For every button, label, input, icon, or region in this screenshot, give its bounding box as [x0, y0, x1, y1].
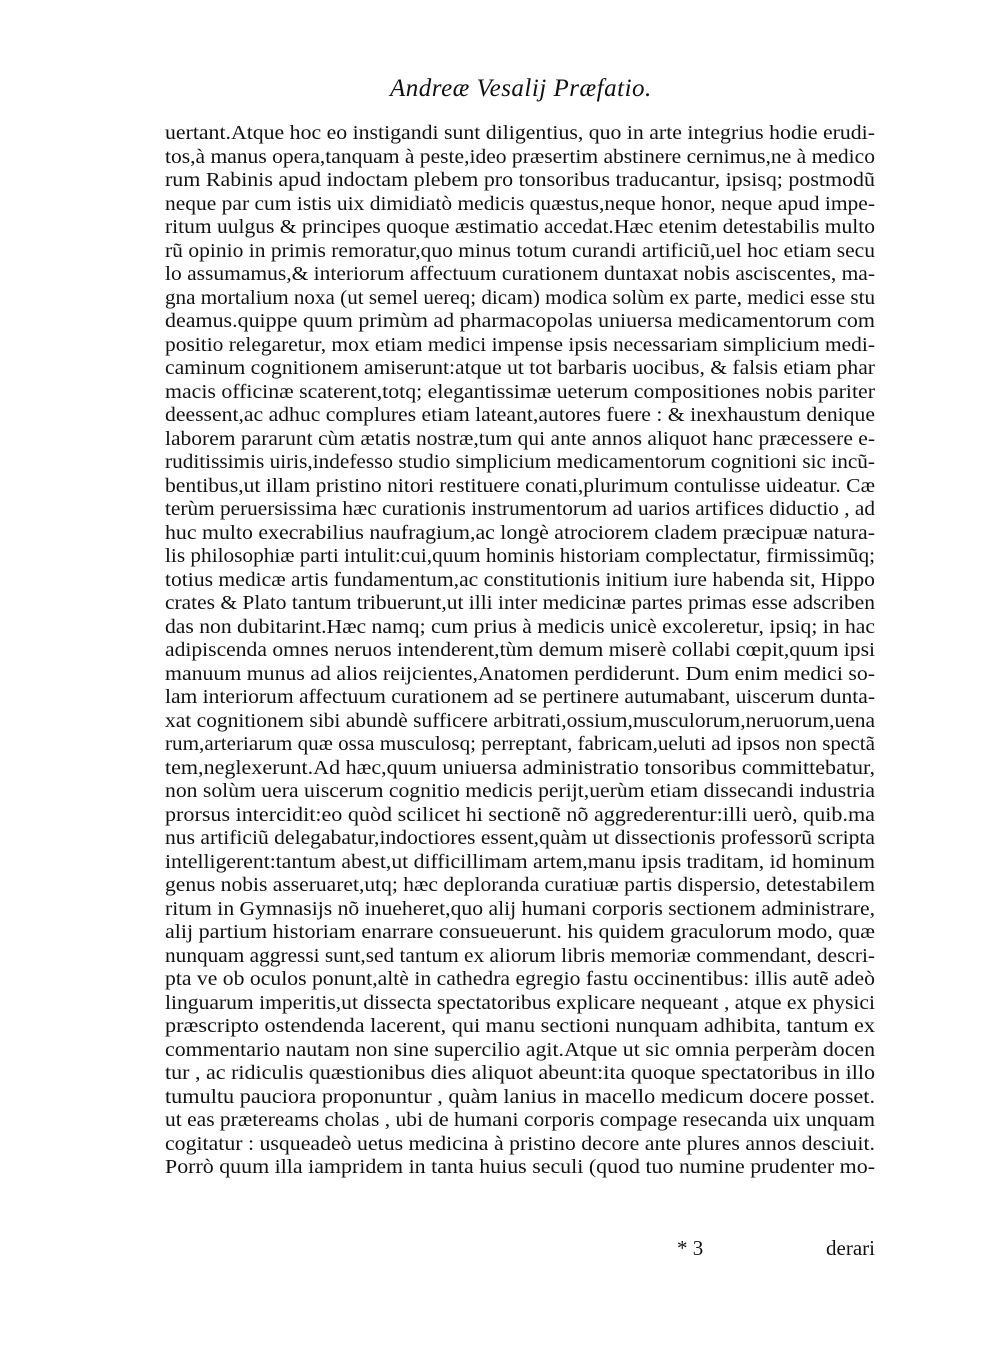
body-text	[165, 122, 875, 1180]
text-line: deessent,ac adhuc complures etiam lateant,autores fuere : & inexhaustum denique	[165, 405, 876, 426]
text-line: Porrò quum illa iampridem in tanta huius seculi (quod tuo numine prudenter mo-	[165, 1157, 875, 1178]
text-line: pta ve ob oculos ponunt,altè in cathedra egregio fastu occinentibus: illis autẽ adeò	[165, 969, 875, 990]
text-line: terùm peruersissima hæc curationis instrumentorum ad uarios artifices diductio , ad	[165, 499, 875, 520]
running-title: Andreæ Vesalij Præfatio.	[390, 75, 652, 102]
text-line: positio relegaretur, mox etiam medici impense ipsis necessariam simplicium medi-	[165, 334, 875, 356]
text-line: neque par cum istis uix dimidiatò medicis quæstus,neque honor, neque apud impe-	[165, 193, 875, 215]
text-line: uertant.Atque hoc eo instigandi sunt diligentius, quo in arte integrius hodie erudi-	[165, 123, 875, 144]
text-line: gna mortalium noxa (ut semel uereq; dicam) modica solùm ex parte, medici esse stu	[165, 287, 875, 309]
text-line: alij partium historiam enarrare consueuerunt. his quidem graculorum modo, quæ	[165, 922, 875, 943]
text-line: macis officinæ scaterent,totq; elegantissimæ ueterum compositiones nobis pariter	[165, 381, 875, 403]
text-line: ruditissimis uiris,indefesso studio simplicium medicamentorum cognitioni sic incũ-	[165, 452, 875, 473]
text-line: tem,neglexerunt.Ad hæc,quum uniuersa administratio tonsoribus committebatur,	[165, 757, 875, 779]
text-line: adipiscenda omnes neruos intenderent,tùm demum miserè collabi cœpit,quum ipsi	[165, 640, 875, 661]
text-line: cogitatur : usqueadeò uetus medicina à pristino decore ante plures annos desciuit.	[165, 1133, 875, 1155]
text-line: nus artificiũ delegabatur,indoctiores essent,quàm ut dissectionis professorũ scripta	[165, 828, 875, 849]
catchword: derari	[826, 1236, 875, 1260]
text-line: commentario nautam non sine supercilio agit.Atque ut sic omnia perperàm docen	[165, 1039, 875, 1061]
text-line: manuum munus ad alios reijcientes,Anatomen perdiderunt. Dum enim medici so-	[165, 663, 875, 685]
text-line: bentibus,ut illam pristino nitori restituere conati,plurimum contulisse uideatur. Cæ	[165, 475, 875, 497]
text-line: linguarum imperitis,ut dissecta spectatoribus explicare nequeant , atque ex physici	[165, 992, 875, 1014]
text-line: das non dubitarint.Hæc namq; cum prius à medicis unicè excoleretur, ipsiq; in hac	[165, 616, 875, 638]
text-line: ritum uulgus & principes quoque æstimatio accedat.Hæc etenim detestabilis multo	[165, 217, 875, 238]
text-line: rũ opinio in primis remoratur,quo minus totum curandi artificiũ,uel hoc etiam secu	[165, 240, 875, 262]
text-line: ritum in Gymnasijs nõ inueheret,quo alij humani corporis sectionem administrare,	[165, 898, 875, 920]
text-line: caminum cognitionem amiserunt:atque ut tot barbaris uocibus, & falsis etiam phar	[165, 358, 875, 379]
text-line: tumultu pauciora proponuntur , quàm lanius in macello medicum docere posset.	[165, 1086, 875, 1108]
text-line: laborem pararunt cùm ætatis nostræ,tum qui ante annos aliquot hanc præcessere e-	[165, 428, 875, 450]
text-line: præscripto ostendenda lacerent, qui manu sectioni nunquam adhibita, tantum ex	[165, 1016, 875, 1037]
text-line: deamus.quippe quum primùm ad pharmacopolas uniuersa medicamentorum com	[165, 311, 876, 332]
page-footer	[165, 1236, 875, 1266]
text-line: xat cognitionem sibi abundè sufficere arbitrati,ossium,musculorum,neruorum,uena	[165, 710, 875, 732]
text-line: rum,arteriarum quæ ossa musculosq; perreptant, fabricam,ueluti ad ipsos non spectã	[165, 734, 875, 755]
text-line: totius medicæ artis fundamentum,ac constitutionis initium iure habenda sit, Hippo	[165, 569, 875, 591]
text-line: non solùm uera uiscerum cognitio medicis perijt,uerùm etiam dissecandi industria	[165, 781, 875, 802]
text-line: genus nobis asseruaret,utq; hæc deploranda curatiuæ partis dispersio, detestabilem	[165, 875, 875, 896]
text-line: rum Rabinis apud indoctam plebem pro tonsoribus traducantur, ipsisq; postmodũ	[165, 170, 875, 191]
text-line: ut eas prætereams cholas , ubi de humani corporis compage resecanda uix unquam	[165, 1110, 875, 1131]
text-line: nunquam aggressi sunt,sed tantum ex aliorum libris memoriæ commendant, descri-	[165, 945, 875, 967]
text-line: intelligerent:tantum abest,ut difficillimam artem,manu ipsis traditam, id hominum	[165, 851, 875, 873]
text-line: crates & Plato tantum tribuerunt,ut illi inter medicinæ partes primas esse adscriben	[165, 593, 875, 614]
text-line: lam interiorum affectuum curationem ad se pertinere autumabant, uiscerum dunta-	[165, 687, 875, 708]
text-line: tur , ac ridiculis quæstionibus dies aliquot abeunt:ita quoque spectatoribus in illo	[165, 1063, 875, 1084]
signature-mark: * 3	[677, 1236, 704, 1260]
text-line: prorsus intercidit:eo quòd scilicet hi sectionẽ nõ aggrederentur:illi uerò, quib.ma	[165, 804, 876, 826]
text-line: tos,à manus opera,tanquam à peste,ideo præsertim abstinere cernimus,ne à medico	[165, 146, 875, 168]
text-line: lo assumamus,& interiorum affectuum curationem duntaxat nobis asciscentes, ma-	[165, 264, 875, 285]
text-line: huc multo execrabilius naufragium,ac longè atrociorem cladem præcipuæ natura-	[165, 522, 875, 544]
text-line: lis philosophiæ parti intulit:cui,quum hominis historiam complectatur, firmissimũq;	[165, 546, 875, 567]
